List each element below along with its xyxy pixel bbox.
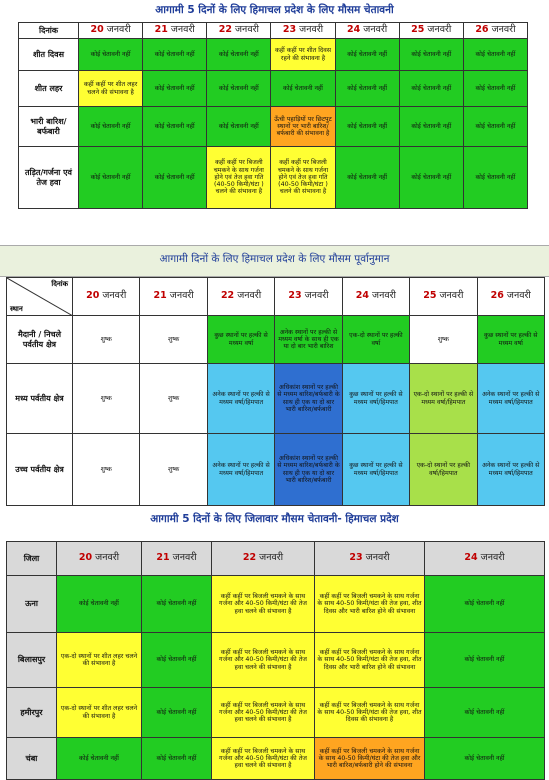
row-label: हमीरपुर: [7, 688, 57, 738]
forecast-cell: कोई चेतावनी नहीं: [425, 576, 545, 633]
forecast-cell: कोई चेतावनी नहीं: [142, 738, 212, 780]
date-header-24: [425, 542, 545, 576]
warning-table: [18, 22, 528, 209]
date-number: 24: [347, 24, 361, 36]
row-label: भारी बारिश/बर्फबारी: [19, 107, 79, 147]
date-month: जनवरी: [172, 552, 197, 564]
corner-date-label: दिनांक: [51, 280, 68, 288]
date-number: 20: [90, 24, 104, 36]
warning-title: आगामी 5 दिनों के लिए हिमाचल प्रदेश के लिए मौसम चेतावनी: [155, 4, 394, 16]
forecast-cell: कहीं कहीं पर बिजली चमकने के साथ गर्जना और 40-50 किमी/घंटा की तेज हवा चलने की संभावना है: [212, 688, 315, 738]
forecast-cell: कुछ स्थानों पर हल्की से मध्यम वर्षा/हिमपात: [342, 364, 409, 434]
date-month: जनवरी: [102, 290, 127, 302]
forecast-cell: कोई चेतावनी नहीं: [57, 738, 142, 780]
forecast-cell: एक-दो स्थानों पर शीत लहर चलने की संभावना है: [57, 633, 142, 688]
date-number: 25: [423, 290, 437, 302]
forecast-cell: कोई चेतावनी नहीं: [399, 147, 463, 209]
forecast-cell: कोई चेतावनी नहीं: [399, 107, 463, 147]
table-row: [19, 71, 528, 107]
forecast-cell: शुष्क: [410, 316, 477, 364]
forecast-cell: कोई चेतावनी नहीं: [79, 39, 143, 71]
table-row: [19, 39, 528, 71]
table-row: [7, 688, 545, 738]
date-month: जनवरी: [427, 24, 452, 36]
date-header-23: [271, 23, 335, 39]
date-number: 23: [349, 552, 363, 564]
date-header-20: [73, 278, 140, 316]
forecast-cell: कोई चेतावनी नहीं: [79, 147, 143, 209]
forecast-cell: कोई चेतावनी नहीं: [399, 39, 463, 71]
forecast-cell: ऊँची पहाड़ियों पर छिटपुट स्थानों पर भारी बारिश/बर्फबारी की संभावना है: [271, 107, 335, 147]
table-row: [7, 434, 545, 506]
date-number: 24: [464, 552, 478, 564]
date-month: जनवरी: [237, 290, 262, 302]
forecast-cell: एक-दो स्थानों पर हल्की से मध्यम वर्षा/हिमपात: [410, 364, 477, 434]
table-row: [19, 147, 528, 209]
forecast-cell: कुछ स्थानों पर हल्की से मध्यम वर्षा/हिमपात: [342, 434, 409, 506]
forecast-cell: कोई चेतावनी नहीं: [271, 71, 335, 107]
forecast-cell: कोई चेतावनी नहीं: [142, 688, 212, 738]
row-label: मध्य पर्वतीय क्षेत्र: [7, 364, 73, 434]
row-label: बिलासपुर: [7, 633, 57, 688]
forecast-cell: कोई चेतावनी नहीं: [425, 738, 545, 780]
date-month: जनवरी: [480, 552, 505, 564]
date-number: 23: [282, 24, 297, 36]
date-month: जनवरी: [235, 24, 259, 36]
date-number: 22: [242, 552, 257, 564]
forecast-cell: कोई चेतावनी नहीं: [57, 576, 142, 633]
forecast-title: आगामी दिनों के लिए हिमाचल प्रदेश के लिए मौसम पूर्वानुमान: [159, 253, 390, 265]
forecast-cell: कहीं कहीं पर बिजली चमकने के साथ गर्जना के साथ 40-50 किमी/घंटा की तेज हवा और भारी बारिश/बर्फबारी होने की संभावना: [315, 738, 425, 780]
date-month: जनवरी: [106, 24, 131, 36]
forecast-cell: कोई चेतावनी नहीं: [425, 688, 545, 738]
forecast-cell: कोई चेतावनी नहीं: [463, 71, 527, 107]
row-label: शीत दिवस: [19, 39, 79, 71]
forecast-cell: कोई चेतावनी नहीं: [425, 633, 545, 688]
date-number: 25: [411, 24, 425, 36]
date-header-24: [335, 23, 399, 39]
forecast-cell: कहीं कहीं पर बिजली चमकने के साथ गर्जना के साथ 40-50 किमी/घंटा की तेज हवा, शीत दिवस और भारी बारिश होने की संभावना: [315, 633, 425, 688]
forecast-cell: कोई चेतावनी नहीं: [399, 71, 463, 107]
date-header-21: [140, 278, 207, 316]
forecast-cell: कुछ स्थानों पर हल्की से मध्यम वर्षा: [207, 316, 274, 364]
forecast-cell: कोई चेतावनी नहीं: [335, 39, 399, 71]
table-row: [7, 316, 545, 364]
forecast-cell: कहीं कहीं पर बिजली चमकने के साथ गर्जना होने एवं तेज हवा गति (40-50 किमी/घंटा ) चलने की संभावना है: [271, 147, 335, 209]
date-header-23: [275, 278, 342, 316]
date-number: 22: [220, 290, 235, 302]
table-row: [7, 364, 545, 434]
date-header-22: [207, 278, 274, 316]
date-header-22: [212, 542, 315, 576]
date-header-26: [463, 23, 527, 39]
forecast-cell: कोई चेतावनी नहीं: [143, 39, 207, 71]
date-month: जनवरी: [363, 24, 388, 36]
date-number: 21: [154, 24, 168, 36]
forecast-cell: कोई चेतावनी नहीं: [463, 107, 527, 147]
forecast-cell: शुष्क: [73, 316, 140, 364]
row-label: ऊना: [7, 576, 57, 633]
date-header-22: [207, 23, 271, 39]
district-header-row: [7, 542, 545, 576]
date-month: जनवरी: [95, 552, 120, 564]
table-row: [19, 107, 528, 147]
date-month: जनवरी: [304, 290, 329, 302]
date-place-corner: [7, 278, 73, 316]
date-header-25: [410, 278, 477, 316]
forecast-cell: एक-दो स्थानों पर हल्की वर्षा: [342, 316, 409, 364]
date-number: 21: [153, 290, 167, 302]
table-row: [7, 738, 545, 780]
forecast-cell: कहीं कहीं पर बिजली चमकने के साथ गर्जना और 40-50 किमी/घंटा की तेज हवा चलने की संभावना है: [212, 633, 315, 688]
forecast-cell: कोई चेतावनी नहीं: [79, 107, 143, 147]
date-month: जनवरी: [506, 290, 531, 302]
forecast-cell: शुष्क: [140, 364, 207, 434]
date-number: 20: [86, 290, 100, 302]
forecast-cell: अनेक स्थानों पर हल्की से मध्यम वर्षा के साथ ही एक या दो बार भारी बारिश: [275, 316, 342, 364]
forecast-cell: अनेक स्थानों पर हल्की से मध्यम वर्षा/हिमपात: [477, 434, 544, 506]
district-table: [6, 541, 545, 780]
date-header-20: [57, 542, 142, 576]
date-month: जनवरी: [170, 24, 195, 36]
forecast-cell: अधिकांश स्थानों पर हल्की से मध्यम बारिश/बर्फबारी के साथ ही एक या दो बार भारी बारिश/बर्फबारी: [275, 434, 342, 506]
warning-header-row: [19, 23, 528, 39]
forecast-cell: कोई चेतावनी नहीं: [335, 147, 399, 209]
forecast-cell: कुछ स्थानों पर हल्की से मध्यम वर्षा: [477, 316, 544, 364]
forecast-cell: कोई चेतावनी नहीं: [143, 107, 207, 147]
date-header-25: [399, 23, 463, 39]
table-row: [7, 633, 545, 688]
district-corner-label: जिला: [7, 542, 57, 576]
date-header-26: [477, 278, 544, 316]
forecast-cell: कहीं कहीं पर बिजली चमकने के साथ गर्जना के साथ 40-50 किमी/घंटा की तेज हवा, शीत दिवस की संभावना है: [315, 688, 425, 738]
forecast-cell: एक-दो स्थानों पर हल्की वर्षा/हिमपात: [410, 434, 477, 506]
forecast-cell: कोई चेतावनी नहीं: [142, 633, 212, 688]
forecast-table: [6, 277, 545, 506]
forecast-header-row: [7, 278, 545, 316]
table-row: [7, 576, 545, 633]
forecast-cell: कोई चेतावनी नहीं: [143, 147, 207, 209]
forecast-cell: कोई चेतावनी नहीं: [143, 71, 207, 107]
date-month: जनवरी: [491, 24, 516, 36]
row-label: उच्च पर्वतीय क्षेत्र: [7, 434, 73, 506]
forecast-cell: कोई चेतावनी नहीं: [463, 147, 527, 209]
date-month: जनवरी: [169, 290, 194, 302]
forecast-cell: कहीं कहीं पर बिजली चमकने के साथ गर्जना होने एवं तेज हवा गति (40-50 किमी/घंटा ) चलने की संभावना है: [207, 147, 271, 209]
row-label: शीत लहर: [19, 71, 79, 107]
date-month: जनवरी: [365, 552, 390, 564]
forecast-cell: कहीं कहीं पर शीत लहर चलने की संभावना है: [79, 71, 143, 107]
date-number: 23: [288, 290, 302, 302]
forecast-cell: कोई चेतावनी नहीं: [207, 71, 271, 107]
forecast-cell: कहीं कहीं पर बिजली चमकने के साथ गर्जना और 40-50 किमी/घंटा की तेज हवा चलने की संभावना है: [212, 738, 315, 780]
corner-place-label: स्थान: [10, 304, 23, 313]
date-number: 21: [156, 552, 170, 564]
forecast-cell: एक-दो स्थानों पर शीत लहर चलने की संभावना है: [57, 688, 142, 738]
date-header-24: [342, 278, 409, 316]
row-label: चंबा: [7, 738, 57, 780]
forecast-cell: शुष्क: [73, 434, 140, 506]
forecast-cell: कोई चेतावनी नहीं: [142, 576, 212, 633]
forecast-cell: कोई चेतावनी नहीं: [335, 71, 399, 107]
forecast-cell: शुष्क: [73, 364, 140, 434]
forecast-cell: अनेक स्थानों पर हल्की से मध्यम वर्षा/हिमपात: [477, 364, 544, 434]
date-month: जनवरी: [372, 290, 396, 302]
forecast-cell: कहीं कहीं पर बिजली चमकने के साथ गर्जना और 40-50 किमी/घंटा की तेज हवा चलने की संभावना है: [212, 576, 315, 633]
forecast-cell: अनेक स्थानों पर हल्की से मध्यम वर्षा/हिमपात: [207, 434, 274, 506]
row-label: तड़ित/गर्जना एवं तेज हवा: [19, 147, 79, 209]
forecast-cell: अनेक स्थानों पर हल्की से मध्यम वर्षा/हिमपात: [207, 364, 274, 434]
date-corner-label: दिनांक: [19, 23, 79, 39]
forecast-cell: अधिकांश स्थानों पर हल्की से मध्यम बारिश/बर्फबारी के साथ ही एक या दो बार भारी बारिश/बर्फबारी: [275, 364, 342, 434]
date-number: 22: [218, 24, 232, 36]
date-month: जनवरी: [439, 290, 464, 302]
date-month: जनवरी: [299, 24, 324, 36]
forecast-cell: कहीं कहीं पर शीत दिवस रहने की संभावना है: [271, 39, 335, 71]
date-number: 26: [475, 24, 489, 36]
date-header-20: [79, 23, 143, 39]
date-header-21: [142, 542, 212, 576]
forecast-cell: शुष्क: [140, 316, 207, 364]
row-label: मैदानी / निचले पर्वतीय क्षेत्र: [7, 316, 73, 364]
forecast-cell: कोई चेतावनी नहीं: [207, 107, 271, 147]
forecast-cell: कोई चेतावनी नहीं: [335, 107, 399, 147]
date-month: जनवरी: [259, 552, 284, 564]
forecast-cell: शुष्क: [140, 434, 207, 506]
forecast-cell: कोई चेतावनी नहीं: [463, 39, 527, 71]
date-number: 20: [78, 552, 93, 564]
date-number: 26: [490, 290, 504, 302]
date-number: 24: [355, 290, 370, 302]
date-header-21: [143, 23, 207, 39]
forecast-cell: कहीं कहीं पर बिजली चमकने के साथ गर्जना के साथ 40-50 किमी/घंटा की तेज हवा, शीत दिवस और भारी बारिश होने की संभावना: [315, 576, 425, 633]
forecast-cell: कोई चेतावनी नहीं: [207, 39, 271, 71]
date-header-23: [315, 542, 425, 576]
district-warning-title: आगामी 5 दिनों के लिए जिलावार मौसम चेतावनी- हिमाचल प्रदेश: [150, 513, 399, 525]
